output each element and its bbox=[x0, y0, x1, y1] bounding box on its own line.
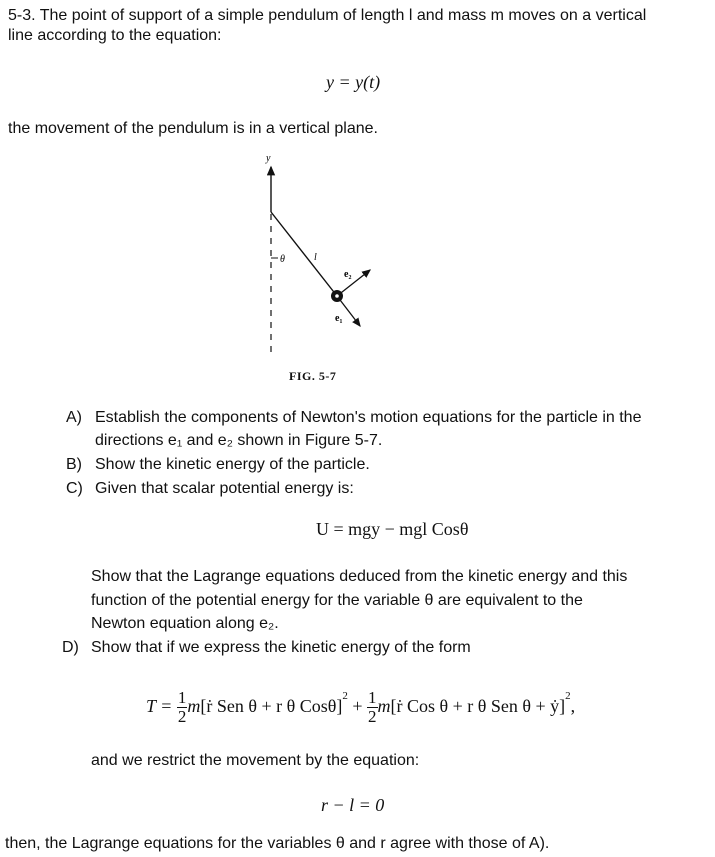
trailing-comma: , bbox=[570, 696, 576, 716]
item-b-label: B) bbox=[66, 456, 82, 473]
term-2: [ṙ Cos θ + r θ Sen θ + ẏ] bbox=[390, 696, 566, 716]
potential-energy-equation: U = mgy − mgl Cosθ bbox=[316, 519, 469, 539]
mass-symbol-2: m bbox=[377, 696, 391, 716]
y-axis-label: y bbox=[266, 153, 271, 164]
final-statement: then, the Lagrange equations for the variables θ and r agree with those of A). bbox=[5, 835, 550, 852]
item-c-show-line-3: Newton equation along e₂. bbox=[91, 615, 279, 632]
movement-statement: the movement of the pendulum is in a vertical plane. bbox=[8, 120, 378, 137]
mass-symbol-1: m bbox=[187, 696, 201, 716]
equation-y-of-t: y = y(t) bbox=[326, 72, 381, 92]
exponent-1: 2 bbox=[342, 690, 348, 702]
item-c-show-line-1: Show that the Lagrange equations deduced from the kinetic energy and this bbox=[91, 568, 628, 585]
theta-label: θ bbox=[280, 254, 285, 265]
restrict-statement: and we restrict the movement by the equation: bbox=[91, 752, 420, 769]
kinetic-energy-equation bbox=[146, 682, 575, 726]
problem-intro-line-2: line according to the equation: bbox=[8, 27, 222, 44]
item-a-line-1: Establish the components of Newton's motion equations for the particle in the bbox=[95, 409, 642, 426]
exponent-2: 2 bbox=[565, 690, 571, 702]
half-fraction-2: $\frac{1}{2}$ bbox=[368, 688, 377, 727]
item-c-show-line-2: function of the potential energy for the variable θ are equivalent to the bbox=[91, 592, 583, 609]
e2-label: e₂ bbox=[344, 269, 352, 280]
e1-label: e₁ bbox=[335, 313, 343, 324]
half-fraction-1: $\frac{1}{2}$ bbox=[177, 688, 187, 727]
term-1: [ṙ Sen θ + r θ Cosθ] bbox=[200, 696, 343, 716]
item-b-line: Show the kinetic energy of the particle. bbox=[95, 456, 370, 473]
item-c-label: C) bbox=[66, 480, 83, 497]
item-a-line-2: directions e₁ and e₂ shown in Figure 5-7. bbox=[95, 432, 383, 449]
t-lhs: T = bbox=[146, 696, 173, 716]
pendulum-figure bbox=[240, 150, 390, 360]
constraint-equation: r − l = 0 bbox=[321, 795, 385, 815]
plus-sign: + bbox=[352, 696, 363, 716]
item-c-line: Given that scalar potential energy is: bbox=[95, 480, 354, 497]
length-label: l bbox=[314, 252, 317, 263]
problem-intro-line-1: 5-3. The point of support of a simple pendulum of length l and mass m moves on a vertical bbox=[8, 7, 647, 24]
item-d-line: Show that if we express the kinetic energy of the form bbox=[91, 639, 471, 656]
pendulum-diagram bbox=[240, 150, 390, 360]
figure-caption: FIG. 5-7 bbox=[289, 369, 337, 383]
item-a-label: A) bbox=[66, 409, 82, 426]
item-d-label: D) bbox=[62, 639, 79, 656]
e2-arrow bbox=[337, 270, 370, 296]
